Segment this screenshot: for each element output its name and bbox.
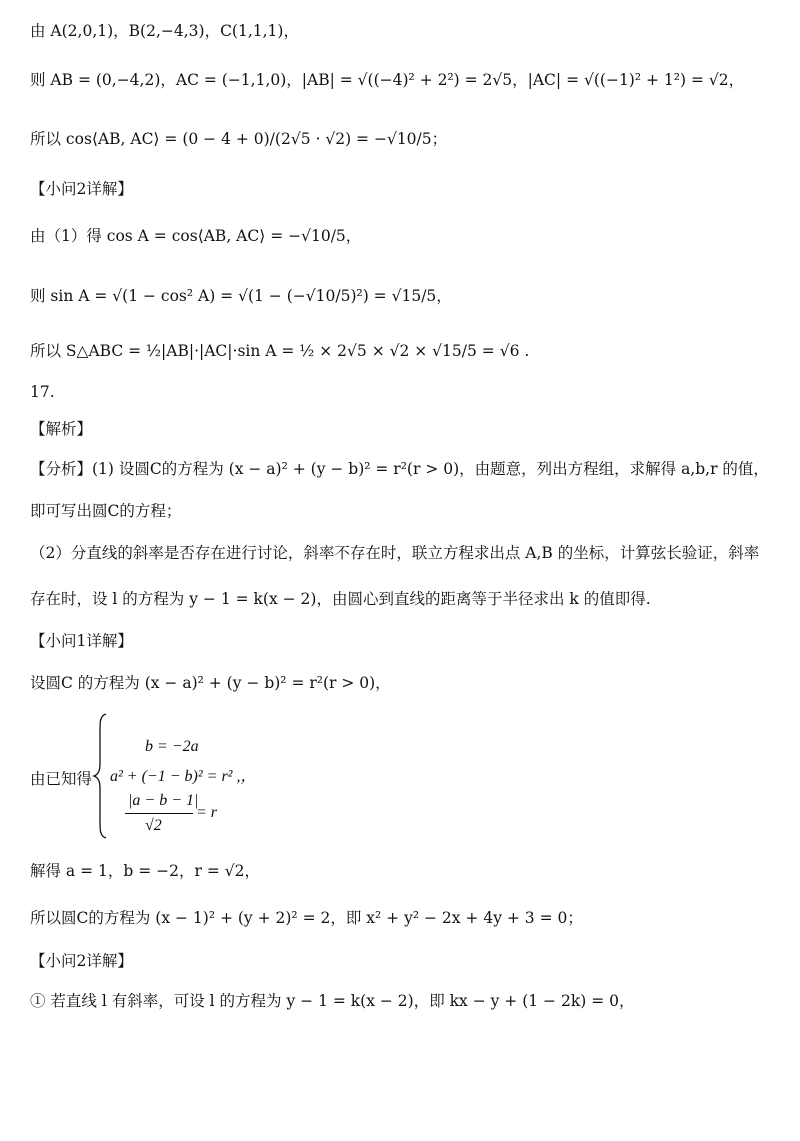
triangle-area-line: 所以 S△ABC = ½|AB|·|AC|·sin A = ½ × 2√5 × √2 × √15/5 = √6 . — [30, 342, 530, 360]
problem-number: 17. — [30, 383, 55, 401]
system-intro-label: 由已知得 — [30, 770, 93, 788]
circle-equation-result: 所以圆C的方程为 (x − 1)² + (y + 2)² = 2，即 x² + y² − 2x + 4y + 3 = 0； — [30, 909, 583, 927]
circle-equation-setup: 设圆C 的方程为 (x − a)² + (y − b)² = r²(r > 0)， — [30, 674, 391, 692]
section-heading-part2: 【小问2详解】 — [30, 180, 133, 198]
section-heading-part2b: 【小问2详解】 — [30, 952, 133, 970]
left-brace-icon — [92, 712, 108, 840]
analysis-heading: 【解析】 — [30, 420, 93, 438]
vector-magnitudes-line: 则 AB = (0,−4,2)，AC = (−1,1,0)，|AB| = √((−4)² + 2²) = 2√5，|AC| = √((−1)² + 1²) = √2， — [30, 71, 745, 89]
section-heading-part1: 【小问1详解】 — [30, 632, 133, 650]
cosine-angle-line: 所以 cos⟨AB, AC⟩ = (0 − 4 + 0)/(2√5 · √2) = −√10/5； — [30, 130, 448, 148]
analysis-part1-cont: 即可写出圆C的方程； — [30, 502, 182, 520]
cos-a-line: 由（1）得 cos A = cos⟨AB, AC⟩ = −√10/5， — [30, 227, 362, 245]
given-points-line: 由 A(2,0,1)，B(2,−4,3)，C(1,1,1)， — [30, 22, 299, 40]
analysis-part2-line: （2）分直线的斜率是否存在进行讨论，斜率不存在时，联立方程求出点 A,B 的坐标，计算弦长验证，斜率 — [30, 544, 760, 562]
system-eq1: b = −2a — [145, 738, 199, 755]
analysis-part1-line: 【分析】(1) 设圆C的方程为 (x − a)² + (y − b)² = r²(r > 0)，由题意，列出方程组，求解得 a,b,r 的值， — [30, 460, 769, 478]
sin-a-line: 则 sin A = √(1 − cos² A) = √(1 − (−√10/5)²) = √15/5， — [30, 287, 452, 305]
fraction-bar — [125, 813, 193, 814]
analysis-part2-cont: 存在时，设 l 的方程为 y − 1 = k(x − 2)，由圆心到直线的距离等于半径求出 k 的值即得. — [30, 590, 651, 608]
system-eq3-rhs: = r — [196, 804, 218, 821]
solved-values-line: 解得 a = 1，b = −2，r = √2， — [30, 862, 260, 880]
slope-case-line: ① 若直线 l 有斜率，可设 l 的方程为 y − 1 = k(x − 2)，即 kx − y + (1 − 2k) = 0， — [30, 992, 635, 1010]
system-eq3-denominator: √2 — [145, 817, 162, 834]
system-eq3-numerator: |a − b − 1| — [128, 792, 199, 809]
system-eq2: a² + (−1 − b)² = r² ,， — [110, 768, 257, 785]
